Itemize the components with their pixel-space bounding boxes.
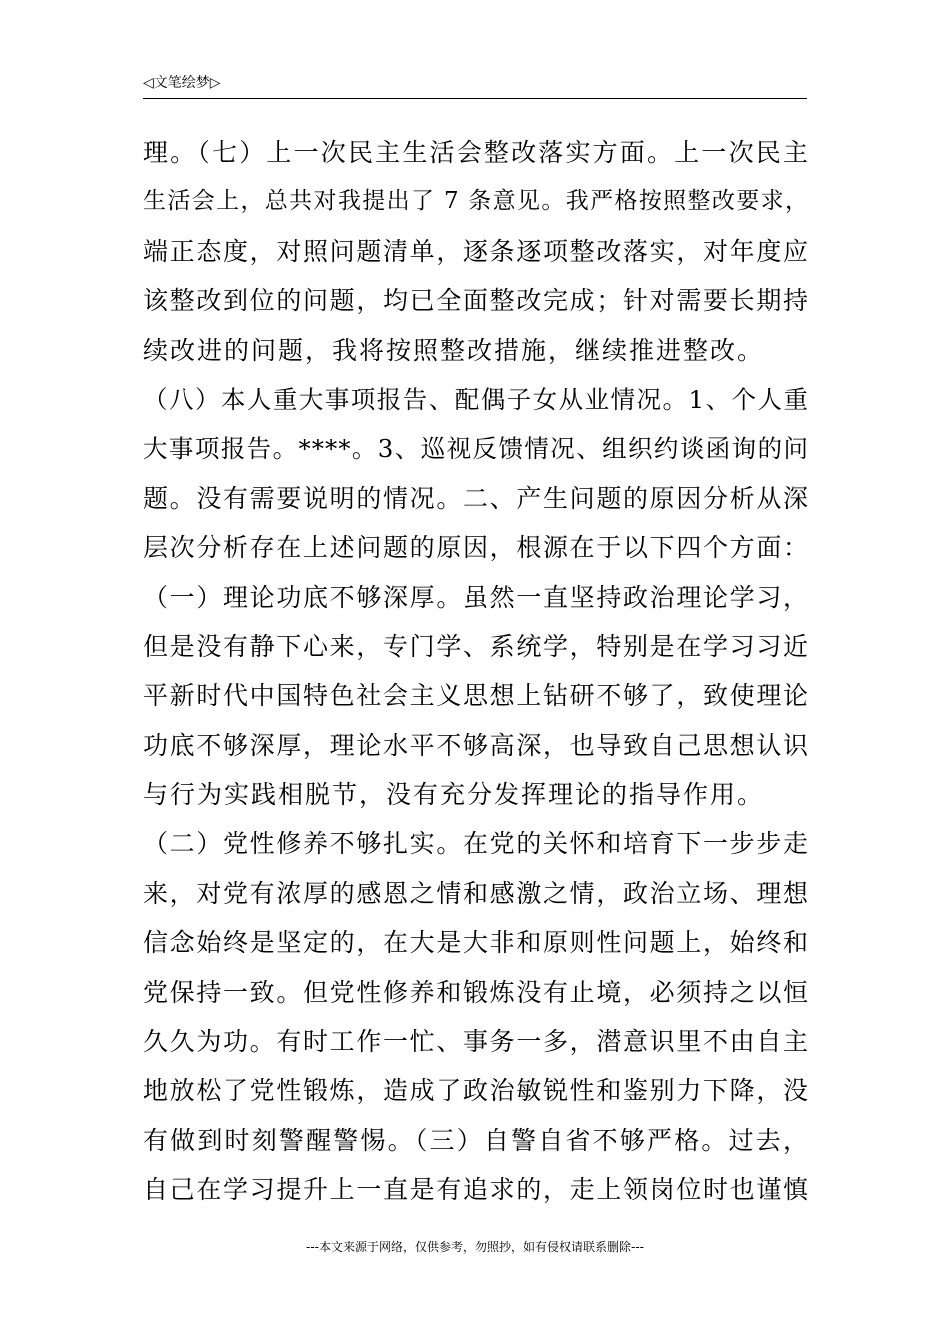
page-header [143, 72, 807, 99]
text-line: 理。（七）上一次民主生活会整改落实方面。上一次民主 [143, 138, 809, 167]
text-line: 层次分析存在上述问题的原因，根源在于以下四个方面： [143, 533, 809, 563]
text-line: 该整改到位的问题，均已全面整改完成；针对需要长期持 [143, 286, 809, 316]
page-footer: ---本文来源于网络，仅供参考，勿照抄，如有侵权请联系删除--- [306, 1240, 644, 1254]
text-line: 党保持一致。但党性修养和锻炼没有止境，必须持之以恒 [143, 977, 809, 1007]
text-line: 信念始终是坚定的，在大是大非和原则性问题上，始终和 [143, 928, 809, 958]
text-line: 地放松了党性锻炼，造成了政治敏锐性和鉴别力下降，没 [143, 1076, 809, 1106]
text-line: （一）理论功底不够深厚。虽然一直坚持政治理论学习， [143, 582, 809, 612]
text-line: 久久为功。有时工作一忙、事务一多，潜意识里不由自主 [143, 1027, 809, 1057]
header-title: ◁文笔绘梦▷ [143, 75, 221, 91]
text-line: 续改进的问题，我将按照整改措施，继续推进整改。 [143, 335, 765, 365]
text-line: 功底不够深厚，理论水平不够高深，也导致自己思想认识 [143, 730, 809, 760]
text-line: 但是没有静下心来，专门学、系统学，特别是在学习习近 [143, 631, 809, 661]
text-line: （二）党性修养不够扎实。在党的关怀和培育下一步步走 [143, 829, 809, 859]
text-line: 来，对党有浓厚的感恩之情和感激之情，政治立场、理想 [143, 878, 809, 908]
text-line: （八）本人重大事项报告、配偶子女从业情况。1、个人重 [143, 384, 809, 414]
document-body [143, 128, 809, 1215]
text-line: 自己在学习提升上一直是有追求的，走上领岗位时也谨慎 [143, 1175, 809, 1205]
text-line: 端正态度，对照问题清单，逐条逐项整改落实，对年度应 [143, 236, 809, 266]
text-line: 题。没有需要说明的情况。二、产生问题的原因分析从深 [143, 483, 809, 513]
text-line: 生活会上，总共对我提出了 7 条意见。我严格按照整改要求， [143, 188, 809, 215]
text-line: 平新时代中国特色社会主义思想上钻研不够了，致使理论 [143, 681, 809, 711]
text-line: 与行为实践相脱节，没有充分发挥理论的指导作用。 [143, 780, 765, 810]
text-line: 有做到时刻警醒警惕。（三）自警自省不够严格。过去， [143, 1125, 809, 1155]
text-line: 大事项报告。****。3、巡视反馈情况、组织约谈函询的问 [143, 434, 809, 464]
